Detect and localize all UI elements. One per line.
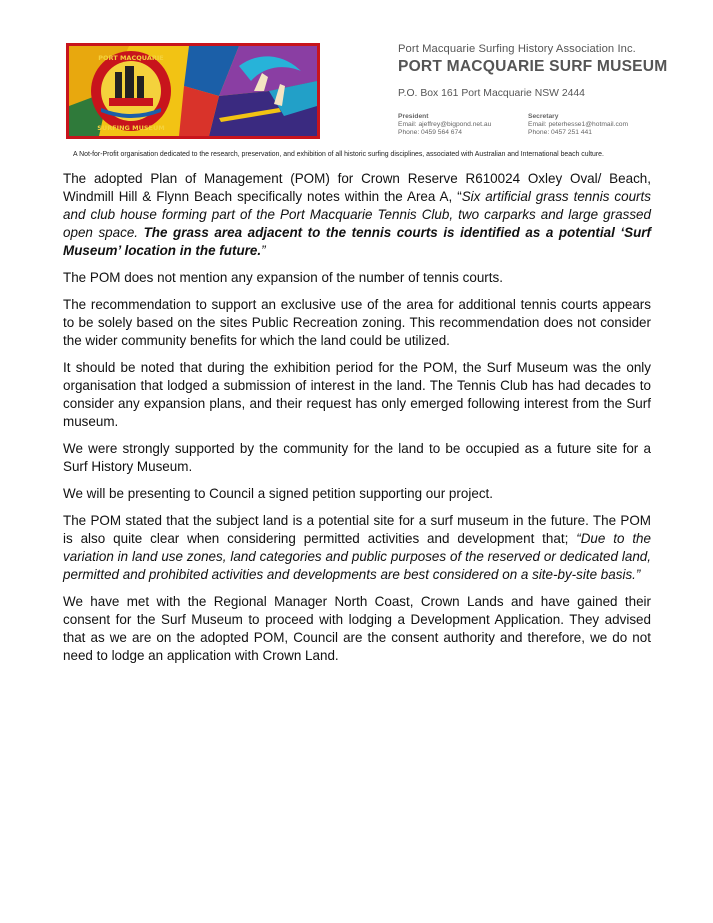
- paragraph-1-highlight: The grass area adjacent to the tennis courts is identified as a potential ‘Surf Museum’ location in the future.: [63, 225, 651, 258]
- secretary-contact: [528, 113, 628, 137]
- paragraph-7: [63, 512, 651, 584]
- paragraph-4: It should be noted that during the exhibition period for the POM, the Surf Museum was the only organisation that lodged a submission of interest in the land. The Tennis Club has had decades to consider any expansion plans, and their request has only emerged following interest from the Surf museum.: [63, 360, 651, 429]
- logo-text-bottom: SURFING MUSEUM: [97, 124, 165, 132]
- letter-body: [63, 170, 651, 674]
- secretary-phone: Phone: 0457 251 441: [528, 129, 592, 136]
- postal-address: P.O. Box 161 Port Macquarie NSW 2444: [398, 88, 585, 99]
- association-name: Port Macquarie Surfing History Association Inc.: [398, 43, 636, 55]
- paragraph-6: We will be presenting to Council a signed petition supporting our project.: [63, 486, 493, 501]
- president-phone: Phone: 0459 564 674: [398, 129, 462, 136]
- organisation-details: [398, 43, 698, 99]
- paragraph-3: The recommendation to support an exclusive use of the area for additional tennis courts appears to be solely based on the sites Public Recreation zoning. This recommendation does not consider the wider community benefits for which the land could be utilized.: [63, 297, 651, 348]
- president-contact: [398, 113, 491, 137]
- paragraph-1: [63, 170, 651, 260]
- paragraph-2: The POM does not mention any expansion of the number of tennis courts.: [63, 270, 503, 285]
- paragraph-1-quote: Six artificial grass tennis courts and club house forming part of the Port Macquarie Tennis Club, two carparks and large grassed open space.: [63, 189, 651, 240]
- president-email: Email: ajeffrey@bigpond.net.au: [398, 121, 492, 128]
- paragraph-7-intro: The POM stated that the subject land is a potential site for a surf museum in the future. The POM is also quite clear when considering permitted activities and development that;: [63, 513, 651, 546]
- museum-logo: [66, 43, 320, 139]
- paragraph-1-intro: The adopted Plan of Management (POM) for Crown Reserve R610024 Oxley Oval/ Beach, Windmill Hill & Flynn Beach specifically notes within the Area A, “: [63, 171, 651, 204]
- paragraph-7-quote: “Due to the variation in land use zones, land categories and public purposes of the reserved or dedicated land, permitted and prohibited activities and developments are best considered on a site-by-site basis.”: [63, 531, 651, 582]
- president-role: President: [398, 113, 429, 120]
- secretary-email: Email: peterhesse1@hotmail.com: [528, 121, 629, 128]
- museum-name: PORT MACQUARIE SURF MUSEUM: [398, 58, 668, 75]
- secretary-role: Secretary: [528, 113, 559, 120]
- organisation-tagline: A Not-for-Profit organisation dedicated to the research, preservation, and exhibition of all historic surfing disciplines, associated with Australian and International beach culture.: [73, 151, 604, 158]
- paragraph-1-close-quote: ”: [261, 243, 266, 258]
- paragraph-5: We were strongly supported by the community for the land to be occupied as a future site for a Surf History Museum.: [63, 441, 651, 474]
- paragraph-8: We have met with the Regional Manager North Coast, Crown Lands and have gained their consent for the Surf Museum to proceed with lodging a Development Application. They advised that as we are on the adopted POM, Council are the consent authority and therefore, we do not need to lodge an application with Crown Land.: [63, 594, 651, 663]
- logo-text-top: PORT MACQUARIE: [98, 54, 164, 62]
- logo-artwork: [69, 46, 317, 136]
